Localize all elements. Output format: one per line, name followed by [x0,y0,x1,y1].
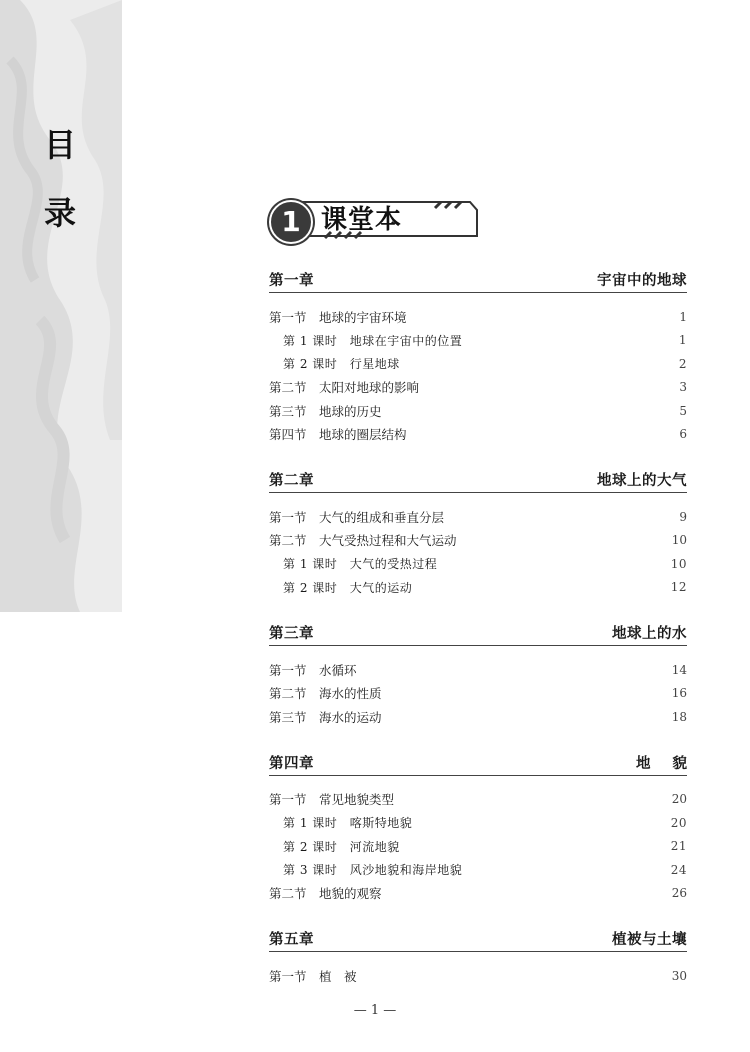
toc-lesson-entry[interactable] [269,835,687,859]
entry-page-number: 5 [679,403,687,418]
entry-page-number: 6 [679,427,687,442]
toc-section-entry[interactable] [269,658,687,682]
entry-label: 第三节 地球的历史 [269,403,382,419]
entry-list [269,964,687,988]
toc-section-entry[interactable] [269,682,687,706]
entry-label: 第三节 海水的运动 [269,709,382,725]
entry-label: 第 1 课时 地球在宇宙中的位置 [283,333,463,348]
entry-label: 第 1 课时 大气的受热过程 [283,557,438,572]
entry-page-number: 20 [671,792,687,807]
entry-label: 第 3 课时 风沙地貌和海岸地貌 [283,863,463,878]
toc-section-entry[interactable] [269,423,687,447]
toc-section-entry[interactable] [269,505,687,529]
entry-page-number: 10 [671,533,687,548]
entry-page-number: 1 [678,333,687,348]
chapter-heading[interactable] [269,927,687,952]
entry-label: 第二节 大气受热过程和大气运动 [269,533,457,549]
chapter-number: 第五章 [269,931,314,948]
entry-label: 第二节 海水的性质 [269,686,382,702]
entry-label: 第 1 课时 喀斯特地貌 [283,816,413,831]
entry-list [269,505,687,599]
entry-label: 第一节 水循环 [269,662,357,678]
chapter-section [269,927,687,988]
entry-label: 第一节 常见地貌类型 [269,792,395,808]
toc-section-entry[interactable] [269,376,687,400]
entry-page-number: 21 [670,839,687,854]
toc-lesson-entry[interactable] [269,858,687,882]
entry-label: 第二节 太阳对地球的影响 [269,380,420,396]
page-number: — 1 — [353,1003,397,1018]
toc-section-entry[interactable] [269,529,687,553]
entry-page-number: 18 [671,709,687,724]
entry-page-number: 20 [670,815,687,830]
chapter-section [269,751,709,906]
entry-page-number: 9 [679,509,687,524]
chapter-heading[interactable] [269,621,687,646]
entry-list [269,788,687,906]
toc-section-entry[interactable] [269,964,687,988]
entry-page-number: 16 [671,686,687,701]
toc-lesson-entry[interactable] [269,352,687,376]
entry-list [269,305,687,446]
toc-section-entry[interactable] [269,305,687,329]
toc-lesson-entry[interactable] [269,552,687,576]
flame-ornament-icon [0,0,122,612]
entry-page-number: 26 [671,886,687,901]
entry-page-number: 10 [670,556,687,571]
toc-section-entry[interactable] [269,399,687,423]
chapter-section [269,468,687,599]
entry-page-number: 30 [671,968,687,983]
entry-page-number: 1 [679,309,687,324]
decorative-side-panel [0,0,122,612]
chapter-title: 地球上的水 [612,625,687,642]
chapter-title: 宇宙中的地球 [597,272,687,289]
side-title-char-2: 录 [44,194,77,232]
toc-section-entry[interactable] [269,788,687,812]
entry-label: 第一节 大气的组成和垂直分层 [269,509,445,525]
toc-section-entry[interactable] [269,705,687,729]
chapter-heading[interactable] [269,468,687,493]
chapter-number: 第四章 [269,754,314,772]
entry-page-number: 14 [671,662,687,677]
toc-lesson-entry[interactable] [269,329,687,353]
toc-lesson-entry[interactable] [269,811,687,835]
entry-page-number: 24 [670,862,687,877]
side-title-char-1: 目 [44,126,77,164]
banner-label: 课堂本 [321,205,403,235]
chapter-heading[interactable] [269,751,709,776]
banner-number-badge: 1 [269,200,313,244]
entry-label: 第四节 地球的圈层结构 [269,427,407,443]
chapter-heading[interactable] [269,268,687,293]
entry-label: 第 2 课时 河流地貌 [283,839,400,854]
entry-label: 第二节 地貌的观察 [269,886,382,902]
chapter-section [269,268,687,446]
entry-page-number: 12 [670,580,687,595]
entry-label: 第一节 植 被 [269,968,357,984]
entry-page-number: 2 [678,356,687,371]
chapter-section [269,621,687,729]
entry-label: 第 2 课时 大气的运动 [283,580,413,595]
table-of-contents [269,268,709,1010]
chapter-number: 第二章 [269,472,314,489]
entry-list [269,658,687,729]
entry-label: 第 2 课时 行星地球 [283,357,400,372]
chapter-title: 地球上的大气 [597,472,687,489]
chapter-title: 地貌 [636,754,709,772]
toc-lesson-entry[interactable] [269,576,687,600]
entry-label: 第一节 地球的宇宙环境 [269,309,407,325]
entry-page-number: 3 [679,380,687,395]
toc-section-entry[interactable] [269,882,687,906]
chapter-title: 植被与土壤 [612,931,687,948]
chapter-number: 第三章 [269,625,314,642]
section-banner [265,196,480,244]
chapter-number: 第一章 [269,272,314,289]
